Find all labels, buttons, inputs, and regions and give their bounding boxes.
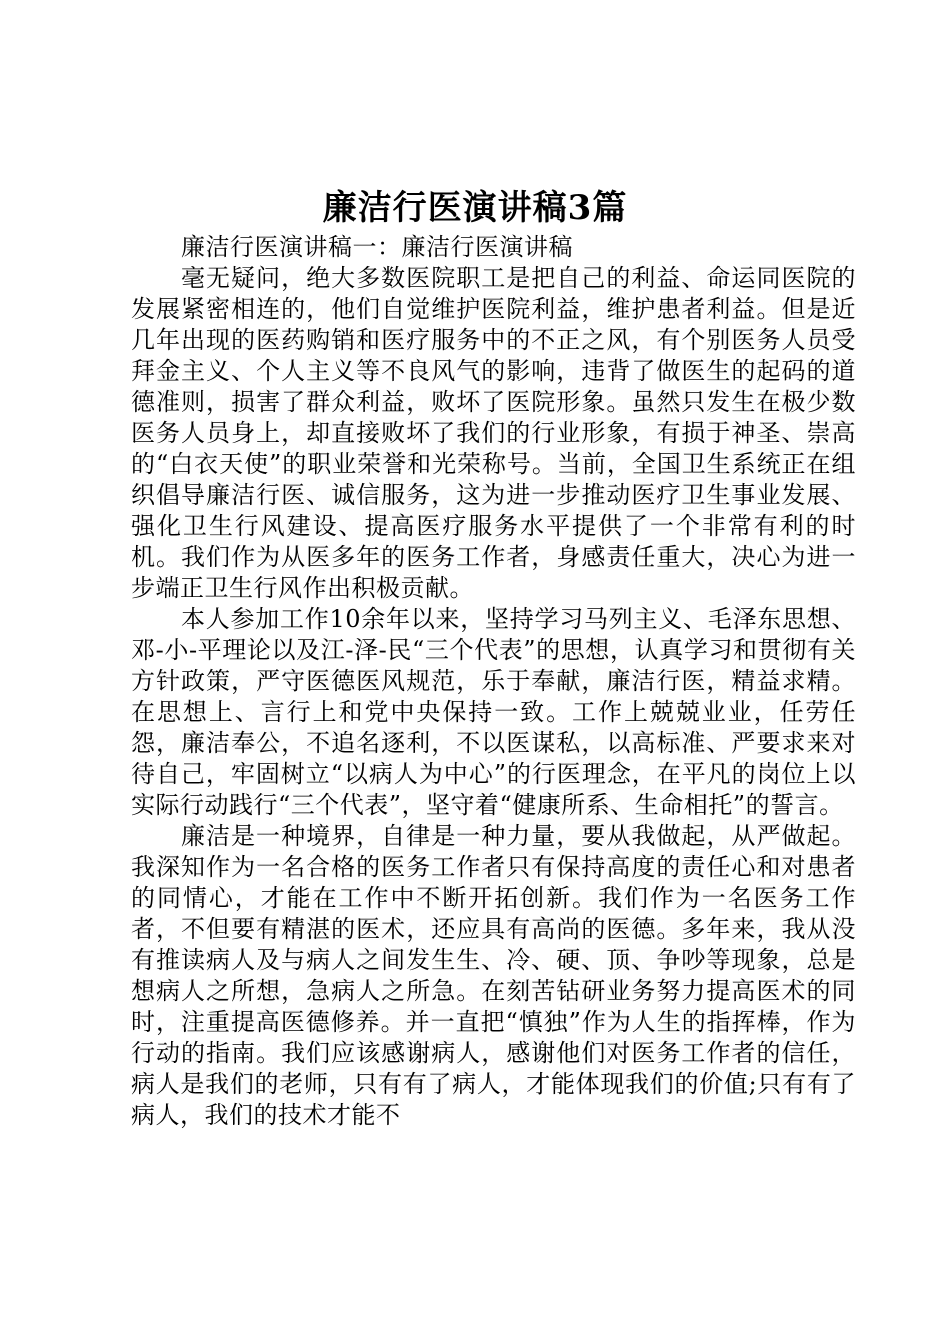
paragraph-3: 廉洁是一种境界，自律是一种力量，要从我做起，从严做起。我深知作为一名合格的医务工作者只有保持高度的责任心和对患者的同情心，才能在工作中不断开拓创新。我们作为一名医务工作者，不但要有精湛的医术，还应具有高尚的医德。多年来，我从没有推读病人及与病人之间发生生、冷、硬、顶、争吵等现象，总是想病人之所想，急病人之所急。在刻苦钻研业务努力提高医术的同时，注重提高医德修养。并一直把“慎独”作为人生的指挥棒，作为行动的指南。我们应该感谢病人，感谢他们对医务工作者的信任，病人是我们的老师，只有有了病人，才能体现我们的价值;只有有了病人，我们的技术才能不 xyxy=(131,822,856,1129)
document-body xyxy=(131,232,856,1131)
document-title: 廉洁行医演讲稿3篇 xyxy=(322,188,628,228)
paragraph-1: 毫无疑问，绝大多数医院职工是把自己的利益、命运同医院的发展紧密相连的，他们自觉维护医院利益，维护患者利益。但是近几年出现的医药购销和医疗服务中的不正之风，有个别医务人员受拜金主义、个人主义等不良风气的影响，违背了做医生的起码的道德准则，损害了群众利益，败坏了医院形象。虽然只发生在极少数医务人员身上，却直接败坏了我们的行业形象，有损于神圣、崇高的“白衣天使”的职业荣誉和光荣称号。当前，全国卫生系统正在组织倡导廉洁行医、诚信服务，这为进一步推动医疗卫生事业发展、强化卫生行风建设、提高医疗服务水平提供了一个非常有利的时机。我们作为从医多年的医务工作者，身感责任重大，决心为进一步端正卫生行风作出积极贡献。 xyxy=(131,264,856,602)
document-subtitle: 廉洁行医演讲稿一：廉洁行医演讲稿 xyxy=(181,233,573,261)
paragraph-2: 本人参加工作10余年以来，坚持学习马列主义、毛泽东思想、邓-小-平理论以及江-泽-民“三个代表”的思想，认真学习和贯彻有关方针政策，严守医德医风规范，乐于奉献，廉洁行医，精益求精。在思想上、言行上和党中央保持一致。工作上兢兢业业，任劳任怨，廉洁奉公，不追名逐利，不以医谋私，以高标准、严要求来对待自己，牢固树立“以病人为中心”的行医理念，在平凡的岗位上以实际行动践行“三个代表”，坚守着“健康所系、生命相托”的誓言。 xyxy=(131,605,856,819)
